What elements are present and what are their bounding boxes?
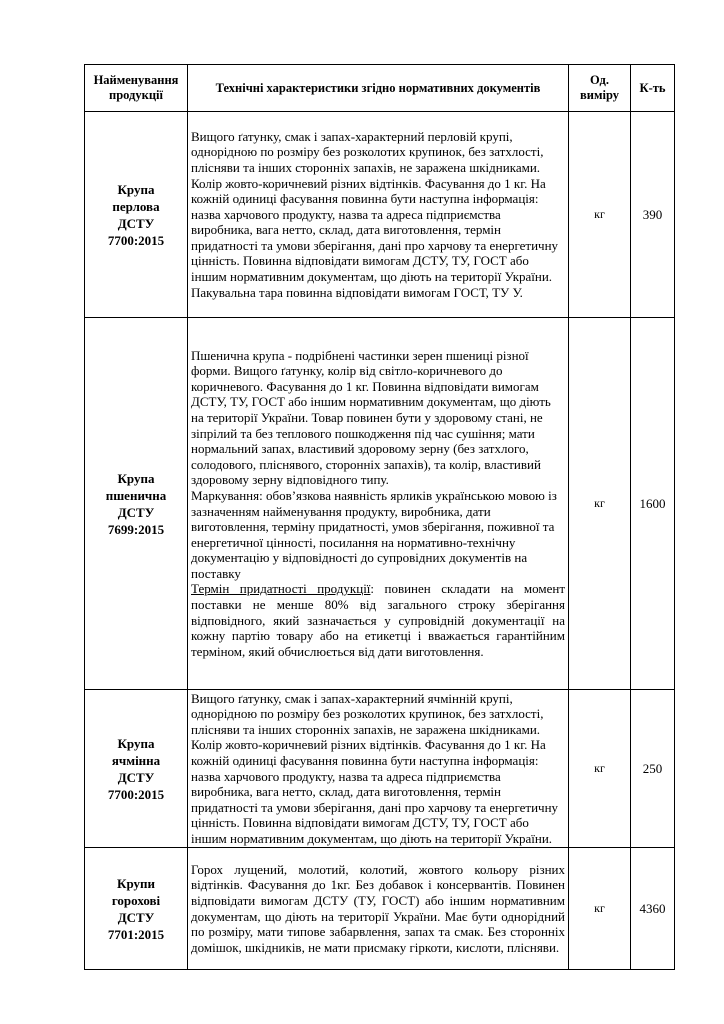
product-name-line: Крупа bbox=[117, 735, 155, 751]
product-name-cell bbox=[85, 690, 188, 848]
product-name-cell bbox=[85, 112, 188, 318]
product-spec-table bbox=[84, 64, 675, 970]
product-name-line: Крупи bbox=[117, 875, 155, 891]
product-name-line: горохові bbox=[111, 892, 161, 908]
header-unit: Од. виміру bbox=[569, 65, 631, 112]
spec-paragraph bbox=[191, 581, 565, 659]
product-name-cell bbox=[85, 318, 188, 690]
header-name: Найменування продукції bbox=[85, 65, 188, 112]
spec-cell bbox=[188, 318, 569, 690]
product-name-line: пшенична bbox=[105, 487, 167, 503]
product-name-line: ДСТУ bbox=[117, 215, 155, 231]
shelf-life-text: : повинен складати на момент поставки не менше 80% від загального строку зберігання відповідного, який зазначається у супровідній документації на кожну партію товару або на етикетці і вважається гарантійним терміном, який обчислюється від дати виготовлення. bbox=[191, 581, 565, 659]
product-name-line: 7700:2015 bbox=[107, 232, 165, 248]
product-name-line: ячмінна bbox=[111, 752, 161, 768]
table-header-row bbox=[85, 65, 675, 112]
qty-cell: 390 bbox=[631, 112, 675, 318]
table-row bbox=[85, 112, 675, 318]
product-name-cell bbox=[85, 848, 188, 970]
product-name-line: ДСТУ bbox=[117, 504, 155, 520]
spec-cell: Вищого ґатунку, смак і запах-характерний перловій крупі, однорідною по розміру без розколотих крупинок, без затхлості, плісняви та інших сторонніх запахів, не заражена шкідниками. Колір жовто-коричневий різних відтінків. Фасування до 1 кг. На кожній одиниці фасування повинна бути наступна інформація: назва харчового продукту, назва та адреса підприємства виробника, вага нетто, склад, дата виготовлення, термін придатності та умови зберігання, дані про харчову та енергетичну цінність. Повинна відповідати вимогам ДСТУ, ТУ, ГОСТ або іншим нормативним документам, що діють на території України. Пакувальна тара повинна відповідати вимогам ГОСТ, ТУ У. bbox=[188, 112, 569, 318]
product-name-line: ДСТУ bbox=[117, 769, 155, 785]
header-qty: К-ть bbox=[631, 65, 675, 112]
product-name-line: Крупа bbox=[117, 181, 155, 197]
product-name-line: Крупа bbox=[117, 470, 155, 486]
unit-cell: кг bbox=[569, 112, 631, 318]
table-row bbox=[85, 848, 675, 970]
unit-cell: кг bbox=[569, 690, 631, 848]
unit-cell: кг bbox=[569, 318, 631, 690]
qty-cell: 250 bbox=[631, 690, 675, 848]
unit-cell: кг bbox=[569, 848, 631, 970]
spec-cell: Горох лущений, молотий, колотий, жовтого кольору різних відтінків. Фасування до 1кг. Без добавок і консервантів. Повинен відповідати вимогам ДСТУ (ТУ, ГОСТ) або іншим нормативним документам, що діють на території України. Має бути однорідний по розміру, мати типове забарвлення, запах та смак. Без сторонніх домішок, шкідників, не мати присмаку гіркоти, кислоти, плісняви. bbox=[188, 848, 569, 970]
spec-paragraph: Пшенична крупа - подрібнені частинки зерен пшениці різної форми. Вищого ґатунку, колір від світло-коричневого до коричневого. Фасування до 1 кг. Повинна відповідати вимогам ДСТУ, ТУ, ГОСТ або іншим нормативним документам, що діють на території України. Товар повинен бути у здоровому стані, не зіпрілий та без теплового пошкодження під час сушіння; мати нормальний запах, властивий здоровому зерну (без затхлого, солодового, пліснявого, сторонніх запахів), та колір, властивий здоровому зерну відповідного типу. bbox=[191, 347, 551, 488]
qty-cell: 1600 bbox=[631, 318, 675, 690]
spec-paragraph: Маркування: обов’язкова наявність ярликів українською мовою із зазначенням найменування продукту, виробника, дати виготовлення, терміну придатності, умов зберігання, поживної та енергетичної цінності, посилання на нормативно-технічну документацію у відповідності до супровідних документів на поставку bbox=[191, 487, 557, 581]
product-name-line: 7701:2015 bbox=[107, 926, 165, 942]
product-name-line: 7699:2015 bbox=[107, 521, 165, 537]
product-name-line: 7700:2015 bbox=[107, 786, 165, 802]
qty-cell: 4360 bbox=[631, 848, 675, 970]
table-row bbox=[85, 318, 675, 690]
table-row bbox=[85, 690, 675, 848]
product-name-line: ДСТУ bbox=[117, 909, 155, 925]
shelf-life-label: Термін придатності продукції bbox=[191, 581, 371, 597]
header-spec: Технічні характеристики згідно нормативних документів bbox=[188, 65, 569, 112]
spec-cell: Вищого ґатунку, смак і запах-характерний ячмінній крупі, однорідною по розміру без розколотих крупинок, без затхлості, плісняви та інших сторонніх запахів, не заражена шкідниками. Колір жовто-коричневий різних відтінків. Фасування до 1 кг. На кожній одиниці фасування повинна бути наступна інформація: назва харчового продукту, назва та адреса підприємства виробника, вага нетто, склад, дата виготовлення, термін придатності та умови зберігання, дані про харчову та енергетичну цінність. Повинна відповідати вимогам ДСТУ, ТУ, ГОСТ або іншим нормативним документам, що діють на території України. bbox=[188, 690, 569, 848]
product-name-line: перлова bbox=[112, 198, 160, 214]
